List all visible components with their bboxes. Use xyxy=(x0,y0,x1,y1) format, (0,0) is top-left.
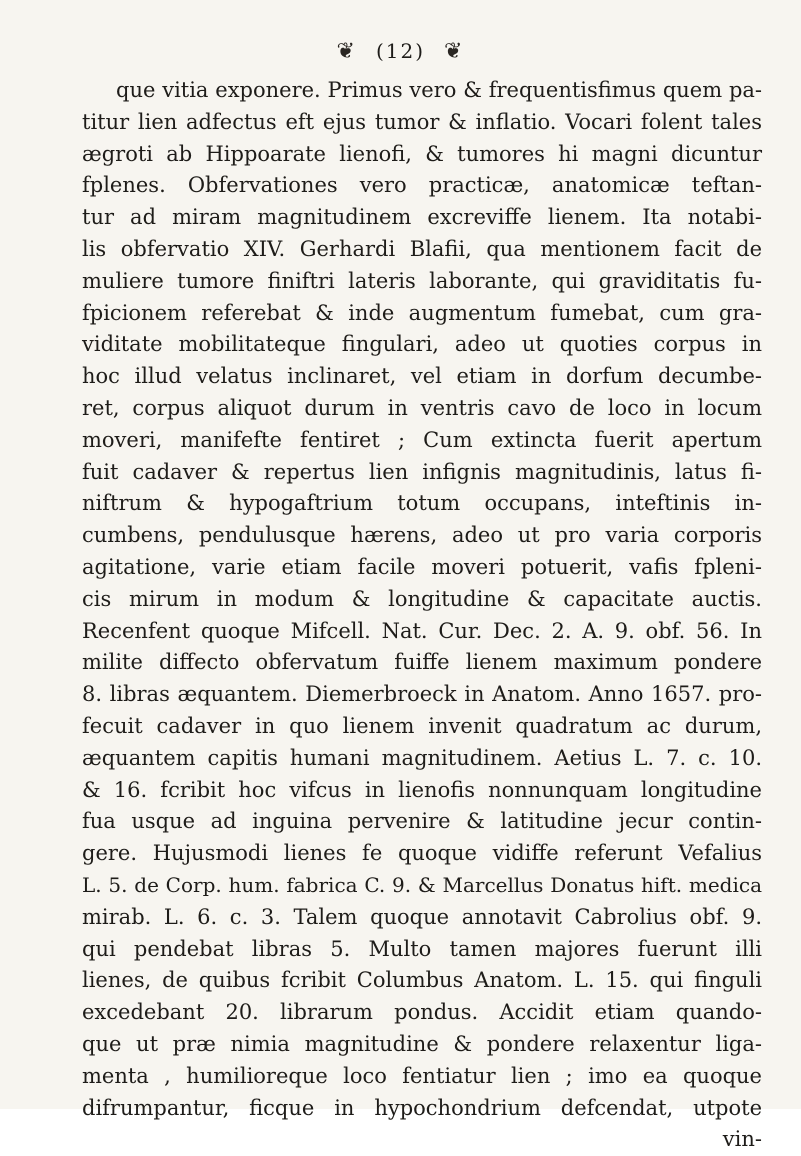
text-line: cumbens, pendulusque hærens, adeo ut pro varia corporis xyxy=(82,523,762,548)
text-line: Recenfent quoque Mifcell. Nat. Cur. Dec. 2. A. 9. obf. 56. In xyxy=(82,618,762,643)
body-text xyxy=(82,75,762,1156)
page-number: (12) xyxy=(375,39,426,63)
catchword: vin- xyxy=(722,1127,762,1152)
text-line: & 16. fcribit hoc vifcus in lienofis nonnunquam longitudine xyxy=(82,777,762,802)
text-line: lienes, de quibus fcribit Columbus Anatom. L. 15. qui finguli xyxy=(82,968,762,993)
left-ornament-icon: ❦ xyxy=(336,38,357,64)
text-line: titur lien adfectus eft ejus tumor & inflatio. Vocari folent tales xyxy=(82,109,762,134)
text-line: æquantem capitis humani magnitudinem. Aetius L. 7. c. 10. xyxy=(82,745,762,770)
text-line: moveri, manifefte fentiret ; Cum extincta fuerit apertum xyxy=(82,427,762,452)
text-line: fpicionem referebat & inde augmentum fumebat, cum gra- xyxy=(82,300,762,325)
text-line: cis mirum in modum & longitudine & capacitate auctis. xyxy=(82,586,762,611)
text-line: lis obfervatio XIV. Gerhardi Blafii, qua mentionem facit de xyxy=(82,236,762,261)
text-line: mirab. L. 6. c. 3. Talem quoque annotavit Cabrolius obf. 9. xyxy=(82,904,762,929)
text-line: tur ad miram magnitudinem excreviffe lienem. Ita notabi- xyxy=(82,205,762,230)
text-line: menta , humilioreque loco fentiatur lien ; imo ea quoque xyxy=(82,1063,762,1088)
text-line: excedebant 20. librarum pondus. Accidit etiam quando- xyxy=(82,1000,762,1025)
text-line: difrumpantur, ficque in hypochondrium defcendat, utpote xyxy=(82,1095,762,1120)
text-line: fuit cadaver & repertus lien infignis magnitudinis, latus fi- xyxy=(82,459,762,484)
text-line: ægroti ab Hippoarate lienofi, & tumores hi magni dicuntur xyxy=(82,141,762,166)
page-header xyxy=(0,38,801,64)
text-line: que ut præ nimia magnitudine & pondere relaxentur liga- xyxy=(82,1031,762,1056)
text-line: L. 5. de Corp. hum. fabrica C. 9. & Marcellus Donatus hift. medica xyxy=(82,872,762,897)
text-line: hoc illud velatus inclinaret, vel etiam in dorfum decumbe- xyxy=(82,364,762,389)
text-line: muliere tumore finiftri lateris laborante, qui graviditatis fu- xyxy=(82,268,762,293)
text-line: qui pendebat libras 5. Multo tamen majores fuerunt illi xyxy=(82,936,762,961)
text-line: ret, corpus aliquot durum in ventris cavo de loco in locum xyxy=(82,395,762,420)
text-line: fplenes. Obfervationes vero practicæ, anatomicæ teftan- xyxy=(82,173,762,198)
right-ornament-icon: ❦ xyxy=(444,38,465,64)
text-line: viditate mobilitateque fingulari, adeo ut quoties corpus in xyxy=(82,332,762,357)
text-line: milite diffecto obfervatum fuiffe lienem maximum pondere xyxy=(82,650,762,675)
text-line: niftrum & hypogaftrium totum occupans, inteftinis in- xyxy=(82,491,762,516)
text-line: agitatione, varie etiam facile moveri potuerit, vafis fpleni- xyxy=(82,554,762,579)
text-line: 8. libras æquantem. Diemerbroeck in Anatom. Anno 1657. pro- xyxy=(82,682,762,707)
text-line: fecuit cadaver in quo lienem invenit quadratum ac durum, xyxy=(82,713,762,738)
text-line: gere. Hujusmodi lienes fe quoque vidiffe referunt Vefalius xyxy=(82,841,762,866)
text-line: que vitia exponere. Primus vero & frequentisfimus quem pa- xyxy=(116,78,762,102)
text-line: fua usque ad inguina pervenire & latitudine jecur contin- xyxy=(82,809,762,834)
